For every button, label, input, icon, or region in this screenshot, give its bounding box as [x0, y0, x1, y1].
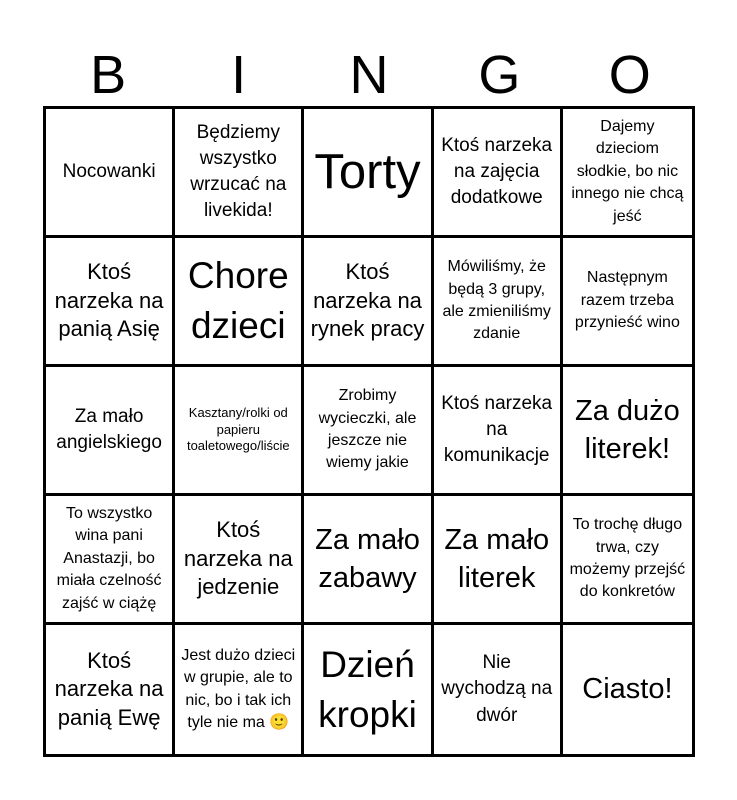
bingo-cell-text: Za mało literek: [444, 523, 550, 594]
bingo-cell[interactable]: [563, 109, 692, 238]
bingo-cell[interactable]: [434, 238, 563, 367]
bingo-cell[interactable]: [46, 367, 175, 496]
bingo-cell[interactable]: [434, 367, 563, 496]
bingo-cell[interactable]: [304, 625, 433, 754]
bingo-cell[interactable]: [175, 367, 304, 496]
bingo-cell-text: Ktoś narzeka na panią Asię: [54, 259, 164, 342]
bingo-cell-text: To trochę długo trwa, czy możemy przejść do konkretów: [569, 516, 686, 601]
bingo-cell[interactable]: [46, 109, 175, 238]
bingo-cell-text: Torty: [314, 144, 421, 199]
bingo-cell[interactable]: [46, 238, 175, 367]
bingo-header: [43, 40, 695, 106]
bingo-cell-text: Kasztany/rolki od papieru toaletowego/liście: [186, 404, 290, 454]
bingo-cell[interactable]: [563, 238, 692, 367]
bingo-cell-text: Nie wychodzą na dwór: [441, 652, 553, 726]
bingo-cell-text: Ktoś narzeka na rynek pracy: [310, 259, 425, 342]
header-letter-n: N: [349, 45, 389, 105]
bingo-cell[interactable]: [175, 625, 304, 754]
bingo-cell-text: Jest dużo dzieci w grupie, ale to nic, bo i tak ich tyle nie ma 🙂: [181, 646, 296, 731]
bingo-cell[interactable]: [434, 496, 563, 625]
bingo-cell[interactable]: [175, 238, 304, 367]
header-letter-i: I: [231, 45, 247, 105]
bingo-cell-text: Dajemy dzieciom słodkie, bo nic innego nie chcą jeść: [571, 118, 684, 225]
bingo-cell[interactable]: [563, 625, 692, 754]
bingo-cell-text: Ktoś narzeka na zajęcia dodatkowe: [441, 134, 553, 208]
bingo-cell-text: Za dużo literek!: [574, 394, 680, 465]
bingo-cell-text: Nocowanki: [62, 160, 156, 182]
bingo-cell[interactable]: [304, 238, 433, 367]
header-letter-o: O: [608, 45, 651, 105]
bingo-board: [43, 106, 695, 757]
bingo-cell-text: Za mało angielskiego: [56, 405, 162, 453]
header-letter-b: B: [90, 45, 127, 105]
bingo-cell[interactable]: [563, 496, 692, 625]
bingo-cell-text: Zrobimy wycieczki, ale jeszcze nie wiemy jakie: [318, 387, 417, 472]
bingo-cell[interactable]: [304, 367, 433, 496]
bingo-cell[interactable]: [563, 367, 692, 496]
bingo-cell-text: Będziemy wszystko wrzucać na livekida!: [190, 121, 287, 222]
bingo-cell-text: Następnym razem trzeba przynieść wino: [574, 269, 680, 332]
bingo-cell[interactable]: [434, 109, 563, 238]
bingo-cell[interactable]: [304, 496, 433, 625]
bingo-cell[interactable]: [175, 496, 304, 625]
bingo-cell-text: Mówiliśmy, że będą 3 grupy, ale zmieniliśmy zdanie: [442, 258, 551, 343]
bingo-cell-text: To wszystko wina pani Anastazji, bo miała czelność zajść w ciążę: [56, 505, 162, 612]
bingo-cell[interactable]: [175, 109, 304, 238]
bingo-cell[interactable]: [46, 625, 175, 754]
bingo-cell-text: Za mało zabawy: [315, 523, 420, 594]
bingo-cell-text: Ktoś narzeka na panią Ewę: [54, 647, 164, 730]
bingo-cell-text: Ktoś narzeka na komunikacje: [441, 392, 553, 466]
bingo-cell-text: Dzień kropki: [318, 643, 417, 735]
header-letter-g: G: [478, 45, 521, 105]
bingo-cell[interactable]: [304, 109, 433, 238]
bingo-cell-text: Ktoś narzeka na jedzenie: [183, 517, 293, 600]
bingo-cell[interactable]: [46, 496, 175, 625]
bingo-cell-text: Ciasto!: [582, 673, 673, 706]
bingo-cell-text: Chore dzieci: [187, 255, 289, 346]
bingo-cell[interactable]: [434, 625, 563, 754]
